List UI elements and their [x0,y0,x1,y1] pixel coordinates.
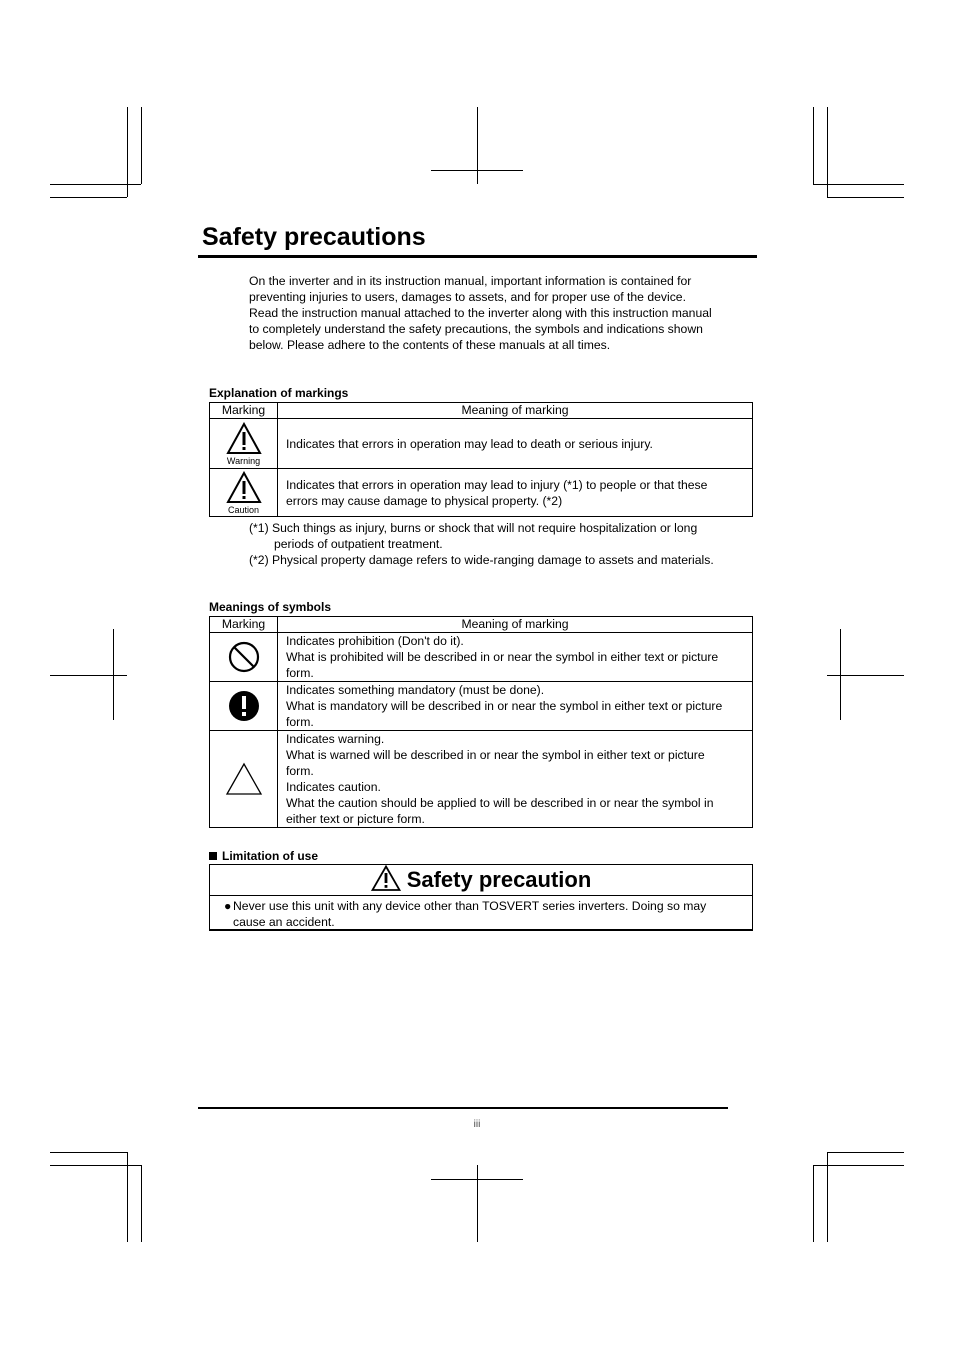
table-row [210,682,753,731]
title-rule [198,255,757,258]
table-row [210,419,753,469]
warning-triangle-icon [226,422,262,456]
table-row [210,469,753,517]
limitation-label: Limitation of use [222,849,318,863]
safety-precaution-header [210,865,752,896]
meaning-cell [278,419,753,469]
table-row [210,731,753,828]
symbols-table [209,616,753,828]
safety-precaution-title: Safety precaution [406,867,592,892]
meaning-cell [278,633,753,682]
meaning-line: form. [286,666,314,680]
intro-paragraph [249,273,749,353]
markings-table [209,402,753,517]
marking-cell [210,731,278,828]
footnote-2: (*2) Physical property damage refers to wide-ranging damage to assets and materials. [249,553,714,567]
meaning-line: Indicates prohibition (Don't do it). [286,634,464,648]
marking-caption: Warning [226,455,261,466]
meaning-line: form. [286,764,314,778]
meaning-line: Indicates something mandatory (must be done). [286,683,545,697]
meaning-line: Indicates that errors in operation may lead to death or serious injury. [286,436,653,451]
meaning-line: What is prohibited will be described in or near the symbol in either text or picture [286,650,719,664]
footnotes [249,520,749,568]
table-header-row [210,617,753,633]
meaning-line: either text or picture form. [286,812,425,826]
footer-rule [198,1107,728,1109]
meaning-line: form. [286,715,314,729]
table-row [210,633,753,682]
meaning-line: What the caution should be applied to will be described in or near the symbol in [286,796,714,810]
intro-line: below. Please adhere to the contents of these manuals at all times. [249,338,611,352]
symbols-heading: Meanings of symbols [209,600,332,614]
footnote-1-continued: periods of outpatient treatment. [274,537,443,551]
col-marking-header: Marking [210,617,278,633]
limitation-heading [209,849,318,864]
bullet-icon: ● [224,899,232,913]
col-meaning-header: Meaning of marking [278,403,753,419]
page-number: iii [473,1119,481,1130]
meaning-line: What is warned will be described in or near the symbol in either text or picture [286,748,705,762]
meaning-line: Indicates warning. [286,732,385,746]
col-meaning-header: Meaning of marking [278,617,753,633]
safety-precaution-body [210,896,752,930]
list-item-text: Never use this unit with any device other than TOSVERT series inverters. Doing so may [233,899,707,913]
intro-line: preventing injuries to users, damages to assets, and for proper use of the device. [249,290,686,304]
intro-line: Read the instruction manual attached to the inverter along with this instruction manual [249,306,712,320]
list-item [224,898,744,914]
warning-caution-triangle-icon [225,762,263,796]
safety-precaution-box [209,864,753,931]
list-item-continued: cause an accident. [233,915,335,929]
meaning-cell [278,469,753,517]
meaning-line: errors may cause damage to physical property. (*2) [286,493,563,508]
meaning-cell [278,731,753,828]
marking-cell [210,469,278,517]
marking-cell [210,419,278,469]
intro-line: to completely understand the safety precautions, the symbols and indications shown [249,322,703,336]
mandatory-icon [227,689,261,723]
intro-line: On the inverter and in its instruction manual, important information is contained for [249,274,692,288]
prohibition-icon [227,640,261,674]
marking-cell [210,682,278,731]
footnote-1: (*1) Such things as injury, burns or shock that will not require hospitalization or long [249,521,698,535]
marking-cell [210,633,278,682]
meaning-line: What is mandatory will be described in or near the symbol in either text or picture [286,699,723,713]
caution-triangle-icon [226,471,262,505]
warning-triangle-icon [371,865,401,892]
table-header-row [210,403,753,419]
marking-caption: Caution [227,504,260,515]
meaning-line: Indicates that errors in operation may lead to injury (*1) to people or that these [286,477,708,492]
meaning-cell [278,682,753,731]
square-bullet-icon [209,852,217,860]
page-title: Safety precautions [202,223,426,251]
markings-heading: Explanation of markings [209,386,349,400]
meaning-line: Indicates caution. [286,780,381,794]
col-marking-header: Marking [210,403,278,419]
